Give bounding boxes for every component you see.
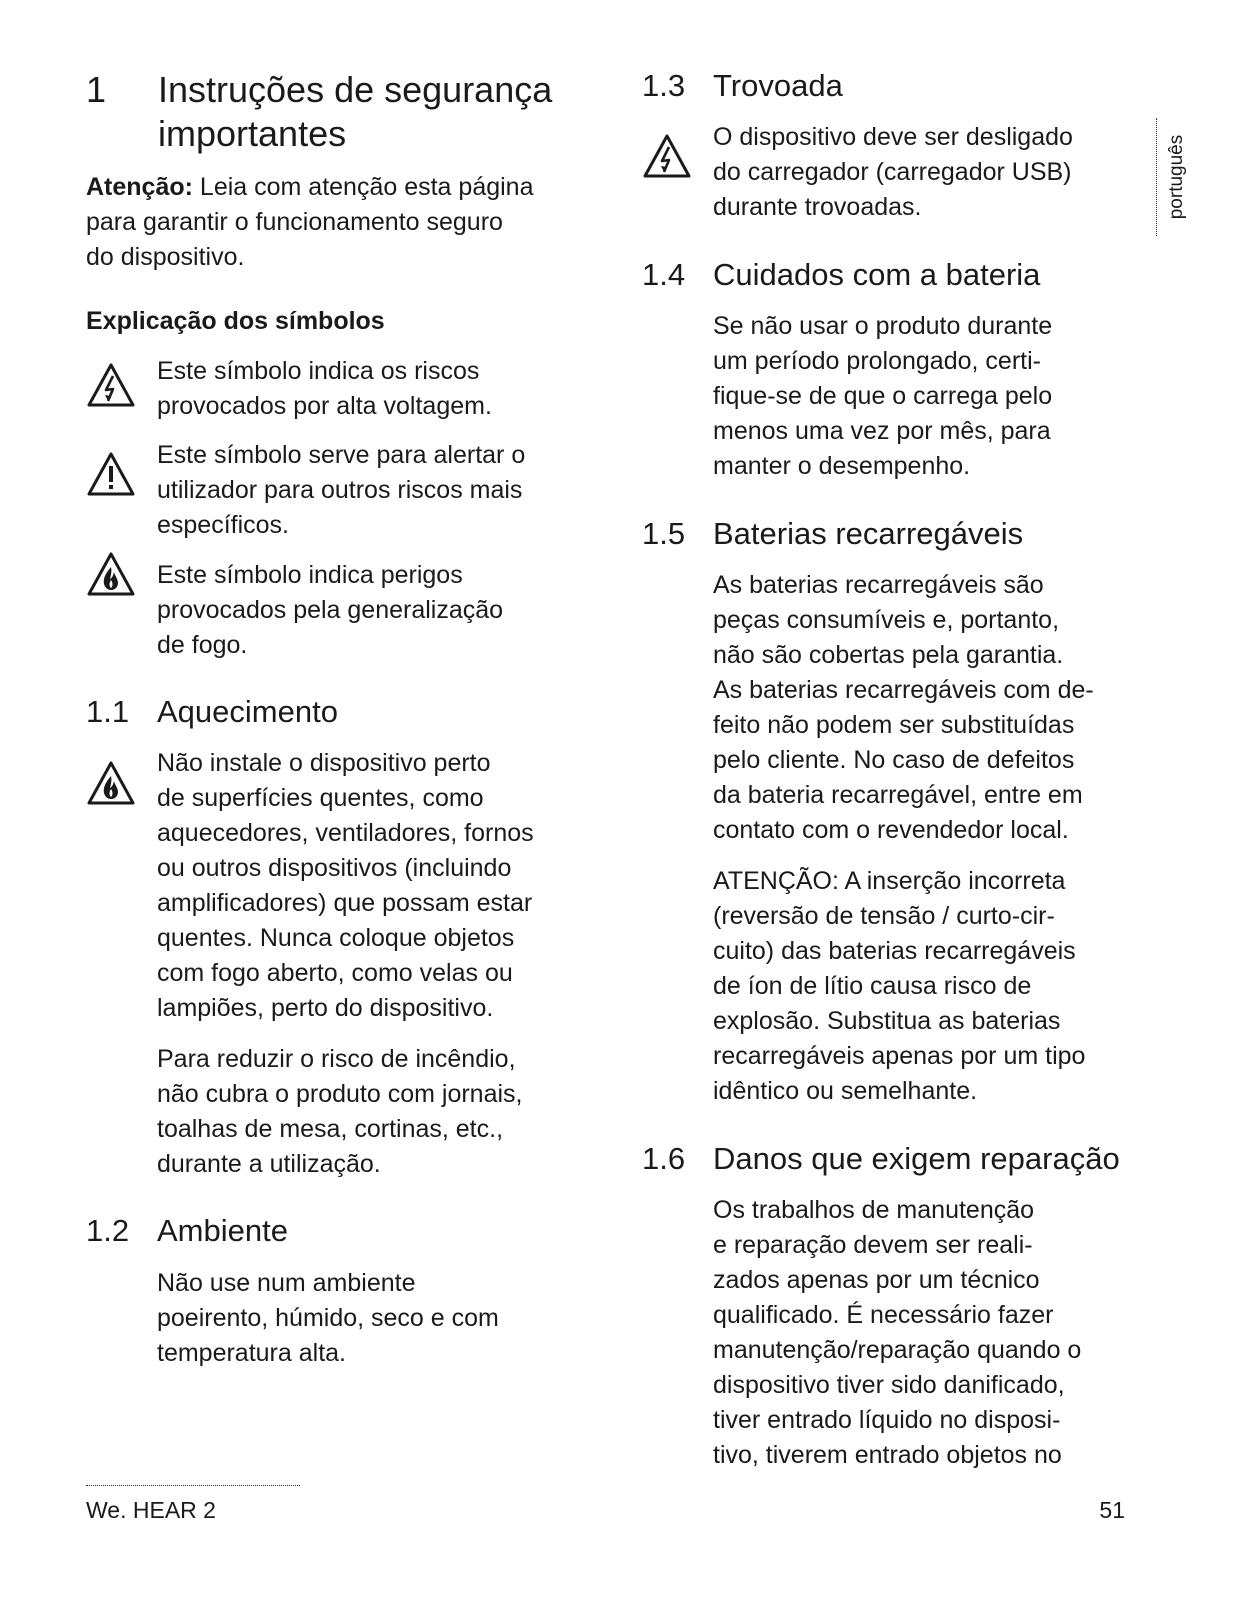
section-title: Aquecimento (157, 694, 338, 729)
section-number: 1.5 (642, 516, 686, 551)
text-line: aquecedores, ventiladores, fornos (157, 819, 534, 847)
footer-product-name: We. HEAR 2 (86, 1497, 216, 1523)
rechargeable-batteries-paragraph (713, 568, 1133, 848)
high-voltage-warning-icon (86, 362, 136, 408)
text-line: com fogo aberto, como velas ou (157, 959, 513, 987)
repair-paragraph (713, 1193, 1133, 1473)
section-number: 1.3 (642, 68, 686, 103)
section-1-6-heading (642, 1140, 1120, 1178)
text-line: O dispositivo deve ser desligado (713, 123, 1073, 151)
text-line: Para reduzir o risco de incêndio, (157, 1045, 516, 1073)
battery-care-paragraph (713, 309, 1133, 484)
text-line: poeirento, húmido, seco e com (157, 1304, 499, 1332)
text-line: provocados por alta voltagem. (157, 392, 492, 420)
section-number: 1.4 (642, 257, 686, 292)
page-number: 51 (1099, 1497, 1125, 1523)
text-line: tiver entrado líquido no disposi- (713, 1406, 1061, 1434)
text-line: idêntico ou semelhante. (713, 1077, 978, 1105)
text-line: Este símbolo serve para alertar o (157, 441, 526, 469)
text-line: As baterias recarregáveis são (713, 571, 1044, 599)
text-line: ou outros dispositivos (incluindo (157, 854, 512, 882)
section-title: Baterias recarregáveis (713, 516, 1024, 551)
text-line: ATENÇÃO: A inserção incorreta (713, 867, 1066, 895)
text-line: Se não usar o produto durante (713, 312, 1053, 340)
section-title-line: Instruções de segurança (158, 69, 553, 110)
symbol-description (157, 558, 577, 663)
thunderstorm-paragraph (713, 120, 1133, 225)
text-line: de fogo. (157, 631, 248, 659)
footer-divider (86, 1485, 300, 1486)
text-line: quentes. Nunca coloque objetos (157, 924, 515, 952)
text-line: e reparação devem ser reali- (713, 1231, 1033, 1259)
text-line: recarregáveis apenas por um tipo (713, 1042, 1086, 1070)
general-warning-icon (86, 451, 136, 497)
text-line: Este símbolo indica perigos (157, 561, 463, 589)
text-line: do carregador (carregador USB) (713, 158, 1072, 186)
intro-bold-label: Atenção: (86, 173, 193, 201)
text-line: de íon de lítio causa risco de (713, 972, 1032, 1000)
section-1-1-heading (86, 693, 338, 731)
section-title (158, 68, 552, 156)
text-line: pelo cliente. No caso de defeitos (713, 746, 1075, 774)
fire-warning-icon (86, 551, 136, 597)
text-line: As baterias recarregáveis com de- (713, 676, 1094, 704)
text-line: lampiões, perto do dispositivo. (157, 994, 494, 1022)
text-line: feito não podem ser substituídas (713, 711, 1075, 739)
section-title: Trovoada (713, 68, 843, 103)
text-line: amplificadores) que possam estar (157, 889, 533, 917)
section-title-line: importantes (158, 113, 347, 154)
symbol-description (157, 354, 577, 424)
text-line: um período prolongado, certi- (713, 347, 1041, 375)
text-line: fique-se de que o carrega pelo (713, 382, 1053, 410)
text-line: Leia com atenção esta página (192, 173, 534, 201)
text-line: Não instale o dispositivo perto (157, 749, 491, 777)
section-title: Danos que exigem reparação (713, 1141, 1120, 1176)
section-1-heading (86, 68, 552, 156)
text-line: não são cobertas pela garantia. (713, 641, 1064, 669)
text-line: toalhas de mesa, cortinas, etc., (157, 1115, 504, 1143)
section-number: 1.1 (86, 694, 130, 729)
text-line: cuito) das baterias recarregáveis (713, 937, 1076, 965)
text-line: utilizador para outros riscos mais (157, 476, 523, 504)
text-line: durante a utilização. (157, 1150, 381, 1178)
text-line: qualificado. É necessário fazer (713, 1301, 1054, 1329)
high-voltage-warning-icon (642, 133, 692, 179)
language-label: português (1166, 134, 1187, 220)
section-title: Cuidados com a bateria (713, 257, 1041, 292)
text-line: não cubra o produto com jornais, (157, 1080, 523, 1108)
fire-warning-icon (86, 760, 136, 806)
section-number: 1.6 (642, 1141, 686, 1176)
symbol-description (157, 438, 577, 543)
fire-risk-paragraph (157, 1042, 577, 1182)
text-line: do dispositivo. (86, 243, 245, 271)
text-line: peças consumíveis e, portanto, (713, 606, 1060, 634)
section-1-3-heading (642, 67, 843, 105)
section-number: 1.2 (86, 1213, 130, 1248)
text-line: manter o desempenho. (713, 452, 971, 480)
text-line: específicos. (157, 511, 290, 539)
section-title: Ambiente (157, 1213, 288, 1248)
text-line: explosão. Substitua as baterias (713, 1007, 1061, 1035)
text-line: Este símbolo indica os riscos (157, 357, 480, 385)
symbols-heading: Explicação dos símbolos (86, 307, 385, 335)
text-line: temperatura alta. (157, 1339, 346, 1367)
text-line: manutenção/reparação quando o (713, 1336, 1082, 1364)
text-line: tivo, tiverem entrado objetos no (713, 1441, 1062, 1469)
text-line: dispositivo tiver sido danificado, (713, 1371, 1065, 1399)
section-1-2-heading (86, 1212, 288, 1250)
language-tab (1156, 118, 1197, 236)
text-line: de superfícies quentes, como (157, 784, 484, 812)
intro-paragraph (86, 170, 586, 275)
text-line: zados apenas por um técnico (713, 1266, 1040, 1294)
text-line: contato com o revendedor local. (713, 816, 1069, 844)
section-1-4-heading (642, 256, 1040, 294)
environment-paragraph (157, 1266, 577, 1371)
text-line: da bateria recarregável, entre em (713, 781, 1083, 809)
text-line: provocados pela generalização (157, 596, 504, 624)
section-1-5-heading (642, 515, 1023, 553)
text-line: (reversão de tensão / curto-cir- (713, 902, 1055, 930)
text-line: Os trabalhos de manutenção (713, 1196, 1035, 1224)
section-number: 1 (86, 69, 107, 110)
text-line: Não use num ambiente (157, 1269, 416, 1297)
text-line: durante trovoadas. (713, 193, 922, 221)
battery-warning-paragraph (713, 864, 1133, 1109)
heating-paragraph (157, 746, 577, 1026)
text-line: para garantir o funcionamento seguro (86, 208, 503, 236)
text-line: menos uma vez por mês, para (713, 417, 1051, 445)
